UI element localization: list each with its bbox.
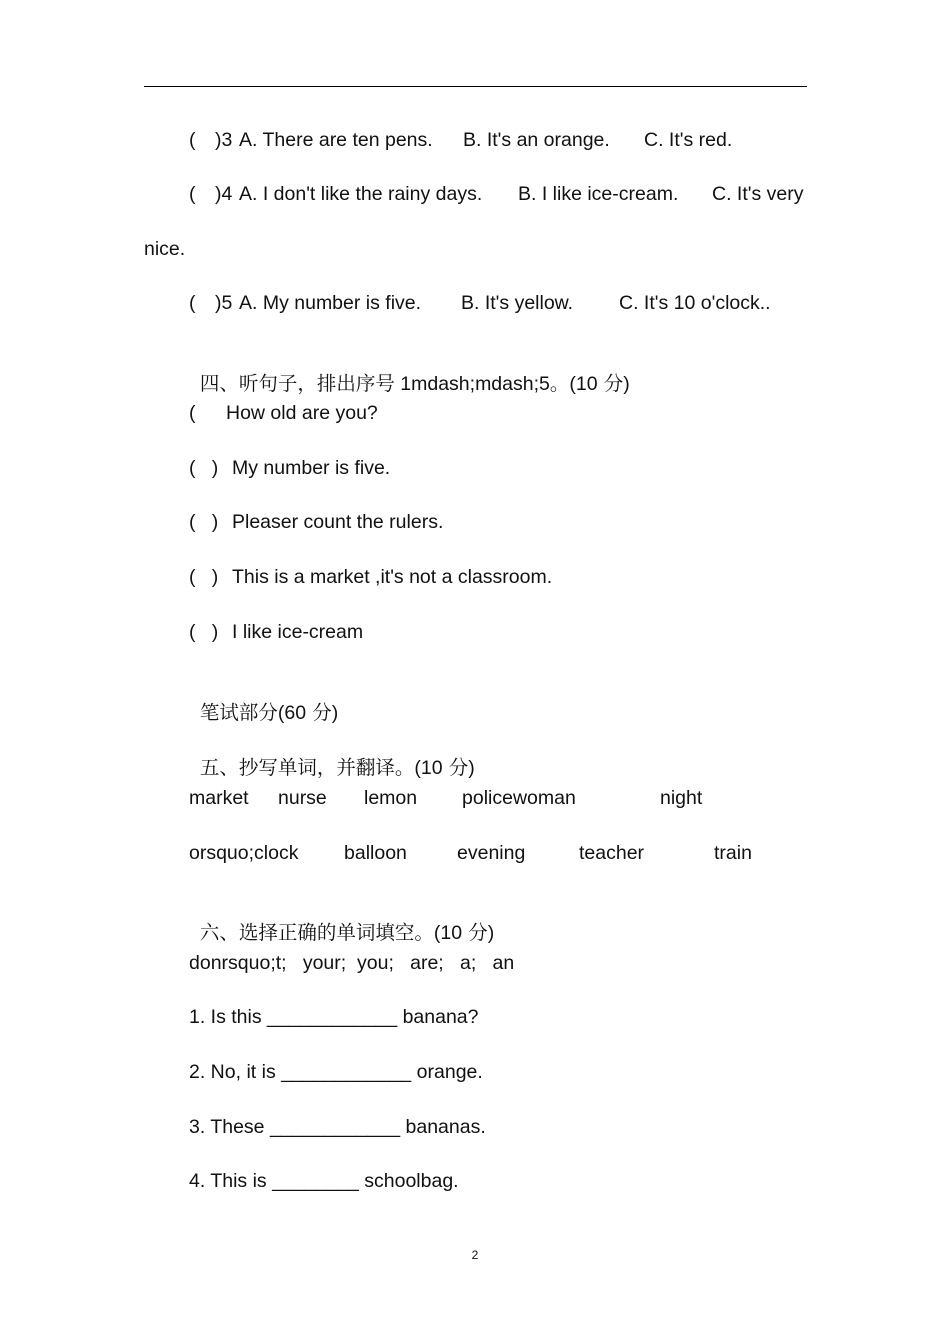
section-title: 四、听句子，排出序号 bbox=[199, 372, 395, 395]
score: (10 bbox=[433, 922, 463, 944]
word-bank: donrsquo;t; your; you; are; a; an bbox=[189, 952, 515, 974]
copy-word: teacher bbox=[579, 842, 645, 864]
copy-word: policewoman bbox=[462, 787, 576, 809]
order-paren: ( bbox=[189, 402, 196, 424]
copy-word: nurse bbox=[278, 787, 327, 809]
option-a: A. My number is five. bbox=[239, 292, 422, 314]
score-end: ) bbox=[468, 757, 475, 779]
copy-word: evening bbox=[457, 842, 526, 864]
copy-word: train bbox=[714, 842, 752, 864]
option-c: C. It's red. bbox=[644, 129, 733, 151]
copy-word: night bbox=[660, 787, 703, 809]
option-a: A. There are ten pens. bbox=[239, 129, 433, 151]
period: 。 bbox=[549, 372, 570, 395]
copy-word: lemon bbox=[364, 787, 418, 809]
section-title: 六、选择正确的单词填空。 bbox=[199, 921, 434, 944]
score-end: ) bbox=[623, 373, 630, 395]
copy-word: balloon bbox=[344, 842, 407, 864]
fill-sentence: 1. Is this ____________ banana? bbox=[189, 1006, 479, 1028]
option-c: C. It's very bbox=[712, 183, 804, 205]
option-c-continued: nice. bbox=[144, 238, 186, 260]
section-5-heading bbox=[189, 729, 475, 781]
option-b: B. It's an orange. bbox=[463, 129, 610, 151]
order-sentence: How old are you? bbox=[226, 402, 378, 424]
question-number: )3 bbox=[215, 129, 233, 151]
score-unit: 分 bbox=[306, 701, 332, 724]
question-number: )5 bbox=[215, 292, 233, 314]
fill-sentence: 4. This is ________ schoolbag. bbox=[189, 1170, 459, 1192]
order-paren: ( ) bbox=[189, 621, 219, 643]
order-sentence: Pleaser count the rulers. bbox=[232, 511, 444, 533]
section-4-heading bbox=[189, 345, 630, 397]
order-sentence: I like ice-cream bbox=[232, 621, 364, 643]
order-sentence: My number is five. bbox=[232, 457, 391, 479]
header-rule bbox=[144, 86, 807, 87]
copy-word: orsquo;clock bbox=[189, 842, 299, 864]
option-b: B. It's yellow. bbox=[461, 292, 574, 314]
answer-paren: ( bbox=[189, 183, 196, 205]
order-paren: ( ) bbox=[189, 457, 219, 479]
order-paren: ( ) bbox=[189, 566, 219, 588]
score-unit: 分 bbox=[597, 372, 624, 395]
range: 1mdash;mdash;5 bbox=[394, 373, 550, 395]
option-a: A. I don't like the rainy days. bbox=[239, 183, 483, 205]
page-number: 2 bbox=[471, 1248, 479, 1262]
written-title: 笔试部分 bbox=[199, 701, 278, 724]
order-sentence: This is a market ,it's not a classroom. bbox=[232, 566, 553, 588]
score: (60 bbox=[277, 702, 307, 724]
score-unit: 分 bbox=[462, 921, 488, 944]
section-title: 五、抄写单词，并翻译。 bbox=[199, 756, 415, 779]
answer-paren: ( bbox=[189, 292, 196, 314]
score-end: ) bbox=[487, 922, 495, 944]
fill-sentence: 2. No, it is ____________ orange. bbox=[189, 1061, 483, 1083]
answer-paren: ( bbox=[189, 129, 196, 151]
option-b: B. I like ice-cream. bbox=[518, 183, 679, 205]
question-number: )4 bbox=[215, 183, 233, 205]
written-part-heading bbox=[189, 674, 338, 726]
fill-sentence: 3. These ____________ bananas. bbox=[189, 1116, 486, 1138]
copy-word: market bbox=[189, 787, 249, 809]
option-c: C. It's 10 o'clock.. bbox=[619, 292, 771, 314]
score-end: ) bbox=[331, 702, 339, 724]
order-paren: ( ) bbox=[189, 511, 219, 533]
section-6-heading bbox=[189, 894, 494, 946]
score-unit: 分 bbox=[442, 756, 469, 779]
score: (10 bbox=[569, 373, 598, 395]
score: (10 bbox=[414, 757, 443, 779]
